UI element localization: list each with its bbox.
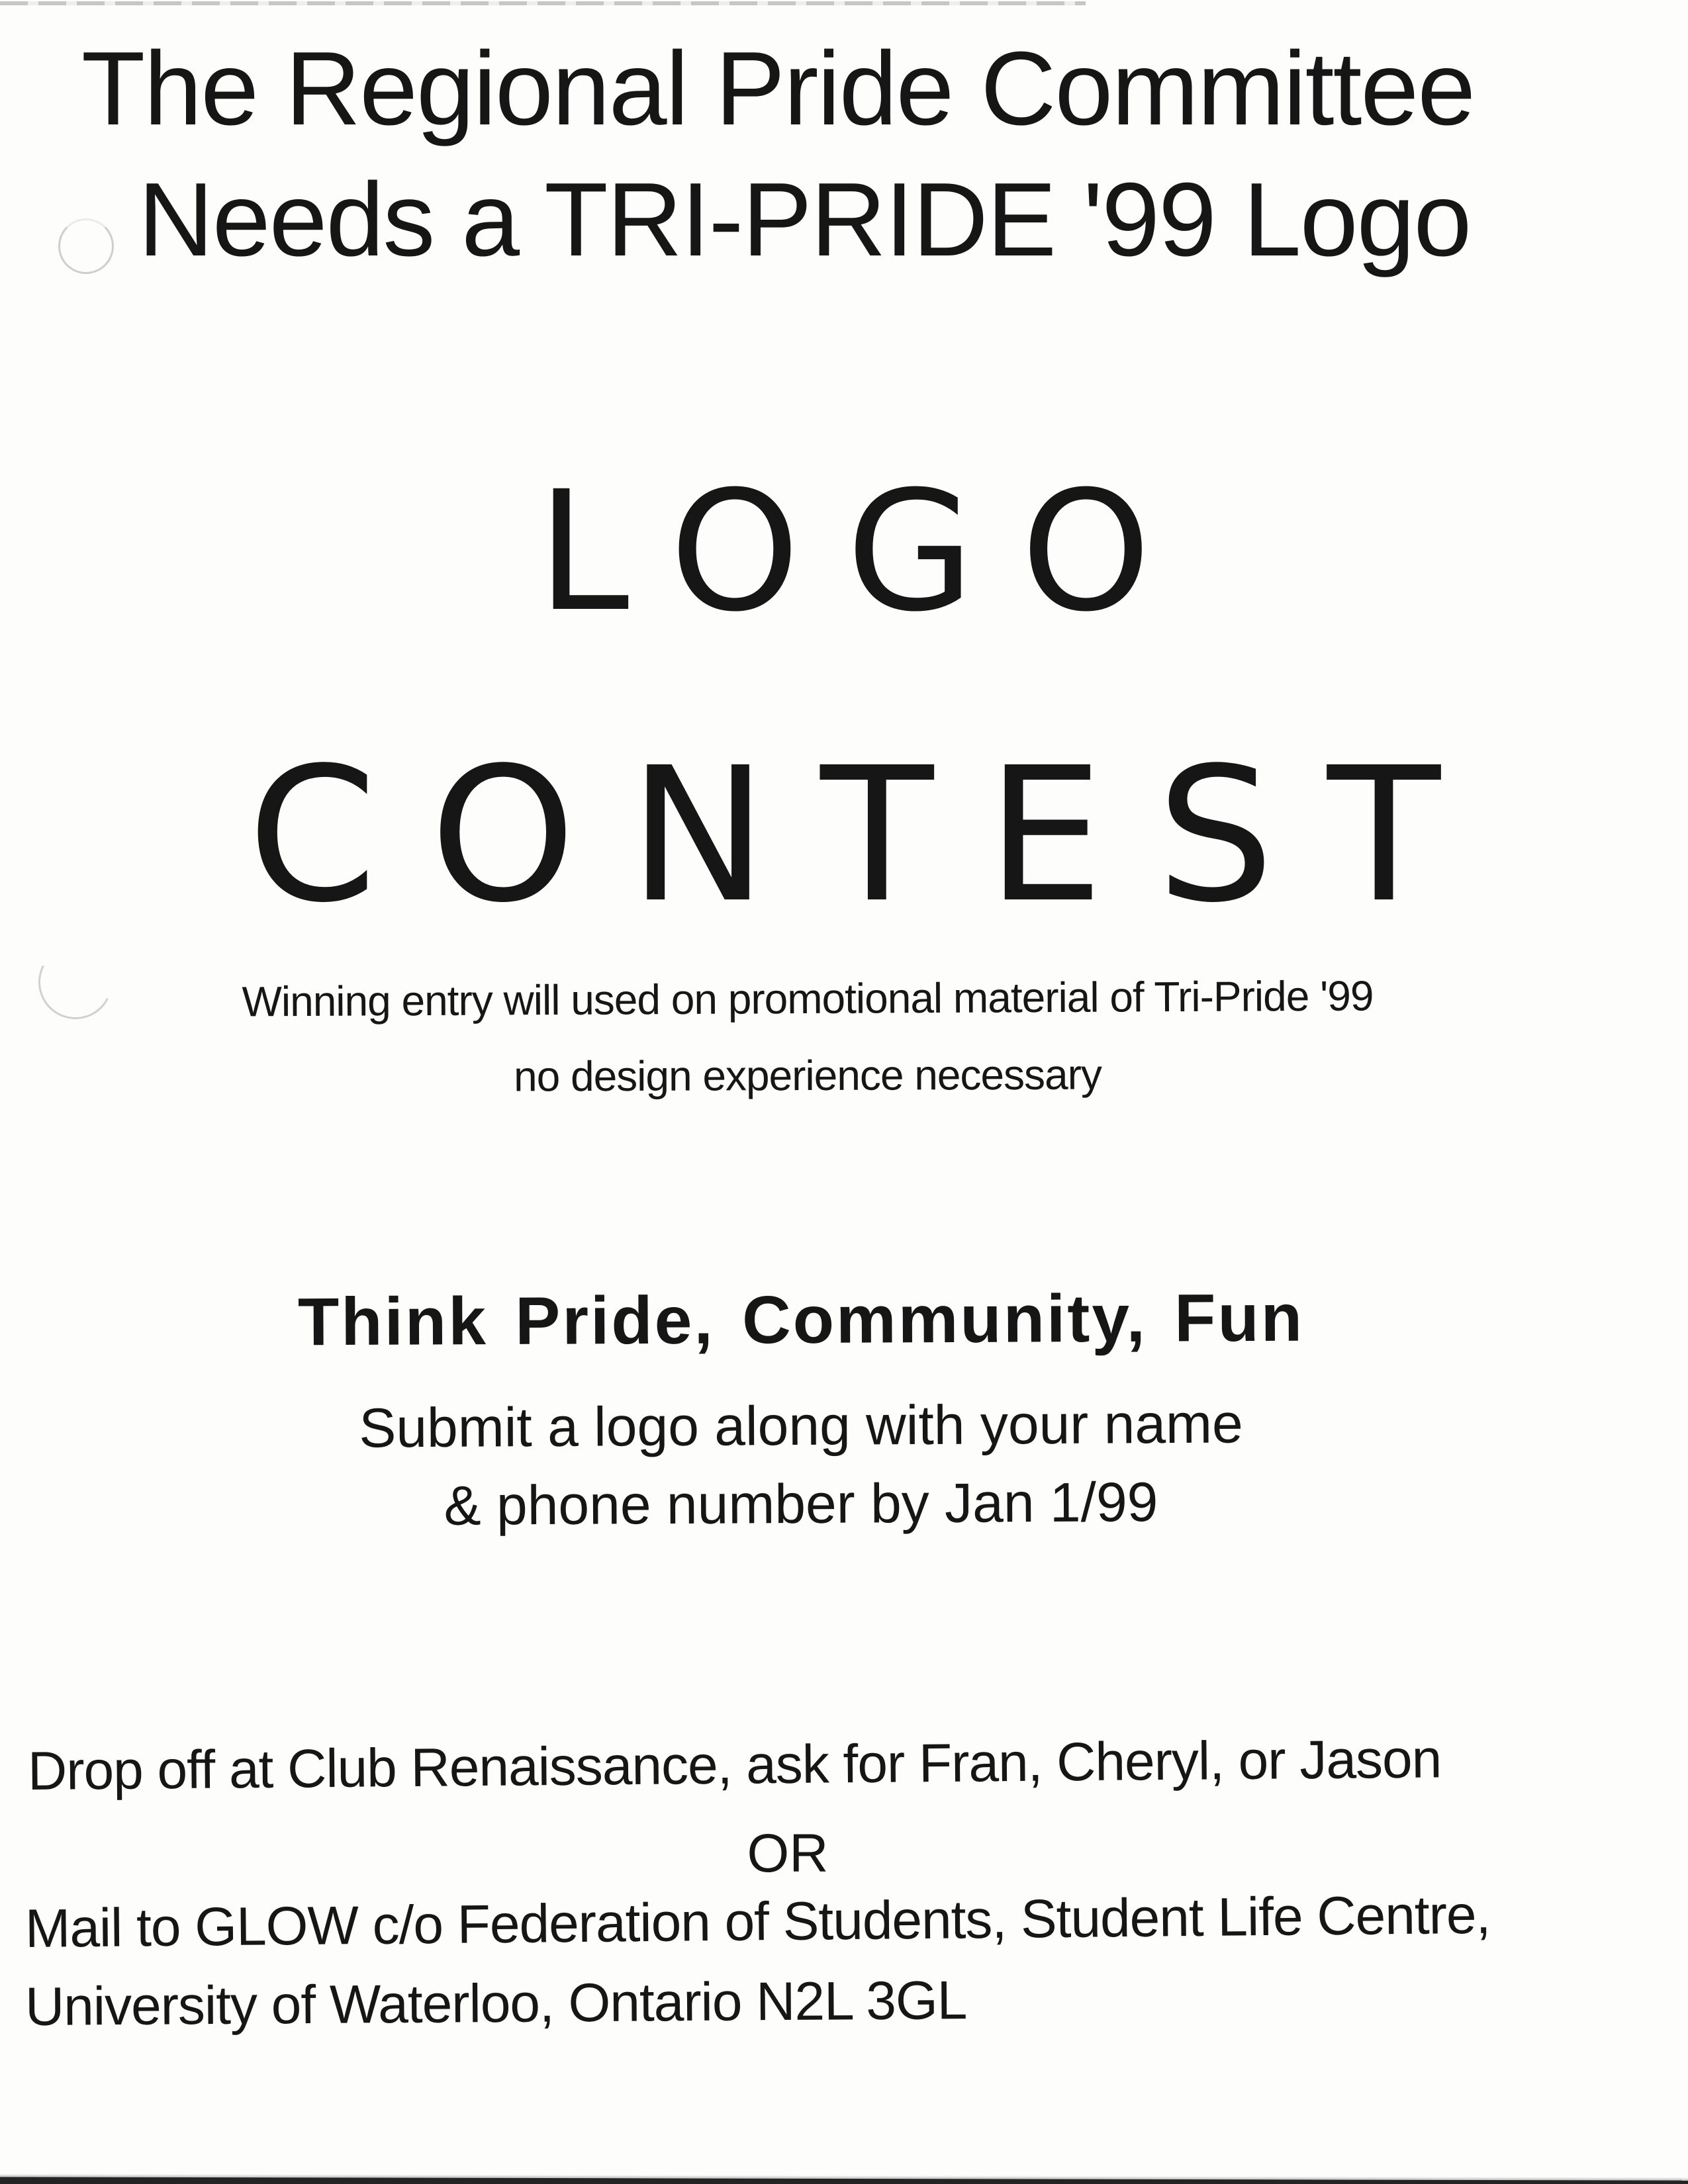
submission-mail-line1: Mail to GLOW c/o Federation of Students, Student Life Centre, xyxy=(24,1884,1491,1959)
hero-subline-no-experience: no design experience necessary xyxy=(513,1050,1102,1101)
submission-mail-line2: University of Waterloo, Ontario N2L 3GL xyxy=(24,1970,967,2037)
flyer-title-line1: The Regional Pride Committee xyxy=(81,30,1475,147)
pitch-headline: Think Pride, Community, Fun xyxy=(297,1279,1305,1360)
submission-dropoff-line: Drop off at Club Renaissance, ask for Fran, Cheryl, or Jason xyxy=(27,1729,1442,1801)
submission-or-separator: OR xyxy=(747,1823,829,1884)
pitch-submit-line1: Submit a logo along with your name xyxy=(359,1392,1243,1459)
scanner-edge-strip-bottom xyxy=(0,2177,1688,2184)
flyer-title-line2: Needs a TRI-PRIDE '99 Logo xyxy=(138,161,1471,278)
hero-subline-winning-entry: Winning entry will used on promotional material of Tri-Pride '99 xyxy=(242,972,1374,1026)
hero-word-contest: CONTEST xyxy=(247,728,1494,944)
pitch-submit-line2: & phone number by Jan 1/99 xyxy=(444,1471,1158,1537)
hero-word-logo: LOGO xyxy=(537,455,1197,648)
scanner-edge-strip-top xyxy=(0,1,1086,5)
